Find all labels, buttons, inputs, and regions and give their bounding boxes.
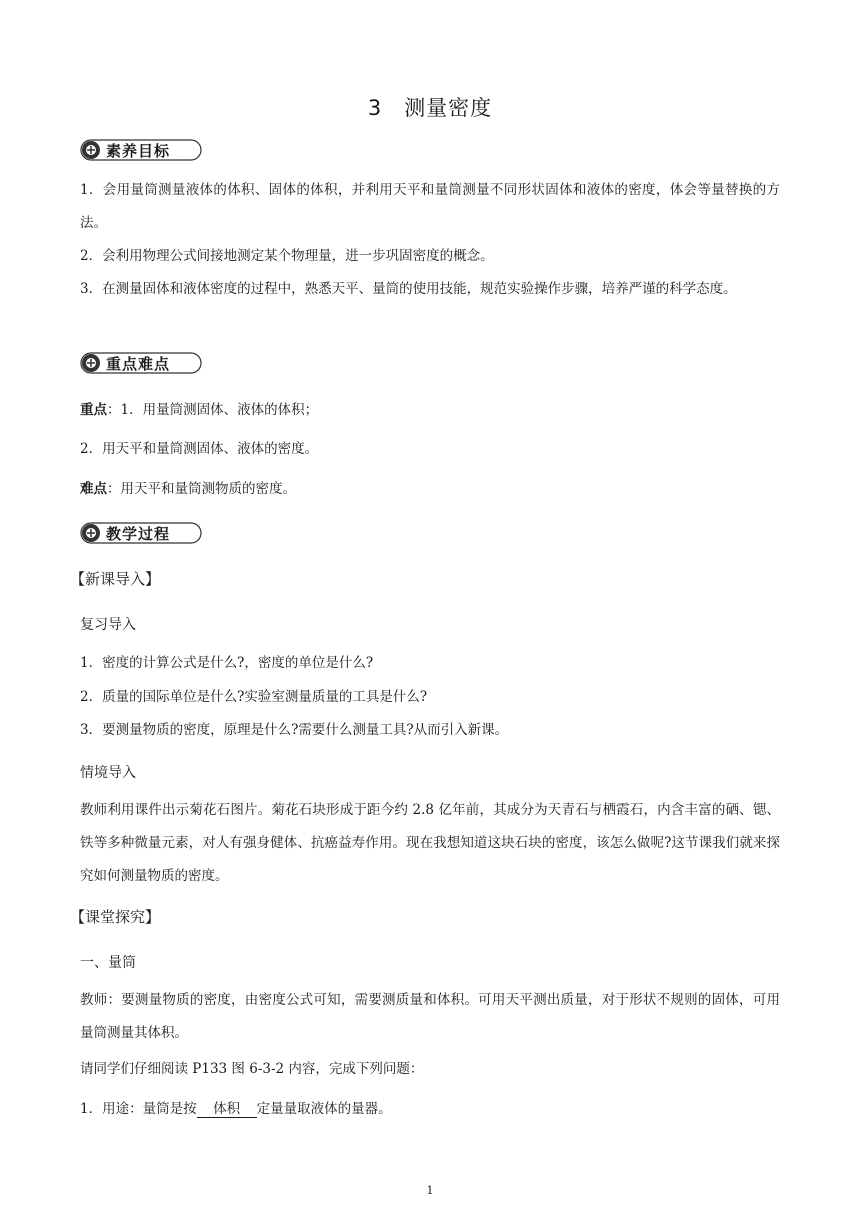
key-text: ：1．用量筒测固体、液体的体积； — [107, 402, 319, 418]
question-1 — [80, 1100, 780, 1118]
difficulty-text: ：用天平和量筒测物质的密度。 — [107, 481, 296, 497]
badge-goals-label: 素养目标 — [106, 142, 171, 160]
badge-process-label: 教学过程 — [106, 525, 171, 543]
goal-item-3: 3．在测量固体和液体密度的过程中，熟悉天平、量筒的使用技能，规范实验操作步骤，培养严谨的科学态度。 — [80, 281, 737, 297]
badge-key-points-label: 重点难点 — [106, 355, 171, 373]
key-point-line-1 — [80, 401, 780, 419]
question-1-prefix: 1．用途：量筒是按 — [80, 1101, 197, 1117]
review-item-3: 3．要测量物质的密度，原理是什么?需要什么测量工具?从而引入新课。 — [80, 722, 509, 738]
review-item-1: 1．密度的计算公式是什么?，密度的单位是什么? — [80, 655, 374, 671]
intro-heading: 【新课导入】 — [70, 570, 161, 588]
badge-key-points — [80, 352, 202, 374]
explore-heading: 【课堂探究】 — [70, 908, 161, 926]
section1-heading: 一、量筒 — [80, 955, 136, 971]
page-number: 1 — [426, 1184, 434, 1197]
goal-item-2: 2．会利用物理公式间接地测定某个物理量，进一步巩固密度的概念。 — [80, 248, 494, 264]
question-1-answer: 体积 — [197, 1101, 257, 1118]
scene-paragraph: 教师利用课件出示菊花石图片。菊花石块形成于距今约 2.8 亿年前，其成分为天青石与栖霞石，内含丰富的硒、锶、铁等多种微量元素，对人有强身健体、抗癌益寿作用。现在我想知道这块石块的密度，该怎么做呢?这节课我们就来探究如何测量物质的密度。 — [80, 802, 780, 884]
question-1-suffix: 定量量取液体的量器。 — [256, 1101, 392, 1117]
difficulty-label: 难点 — [80, 481, 107, 497]
lesson-title: 测量密度 — [404, 96, 493, 120]
page-title — [0, 92, 860, 122]
scene-heading: 情境导入 — [80, 765, 136, 781]
review-item-2: 2．质量的国际单位是什么?实验室测量质量的工具是什么? — [80, 689, 428, 705]
key-point-line-2: 2．用天平和量筒测固体、液体的密度。 — [80, 441, 319, 457]
key-label: 重点 — [80, 402, 107, 418]
badge-goals — [80, 139, 202, 161]
review-heading: 复习导入 — [80, 617, 136, 633]
goal-item-1: 1．会用量筒测量液体的体积、固体的体积，并利用天平和量筒测量不同形状固体和液体的密度，体会等量替换的方法。 — [80, 182, 780, 231]
badge-process — [80, 522, 202, 544]
difficulty-line — [80, 480, 780, 498]
reading-instruction: 请同学们仔细阅读 P133 图 6-3-2 内容，完成下列问题： — [80, 1061, 424, 1077]
lesson-number: 3 — [367, 96, 383, 120]
teacher-paragraph: 教师：要测量物质的密度，由密度公式可知，需要测质量和体积。可用天平测出质量，对于形状不规则的固体，可用量筒测量其体积。 — [80, 992, 780, 1041]
